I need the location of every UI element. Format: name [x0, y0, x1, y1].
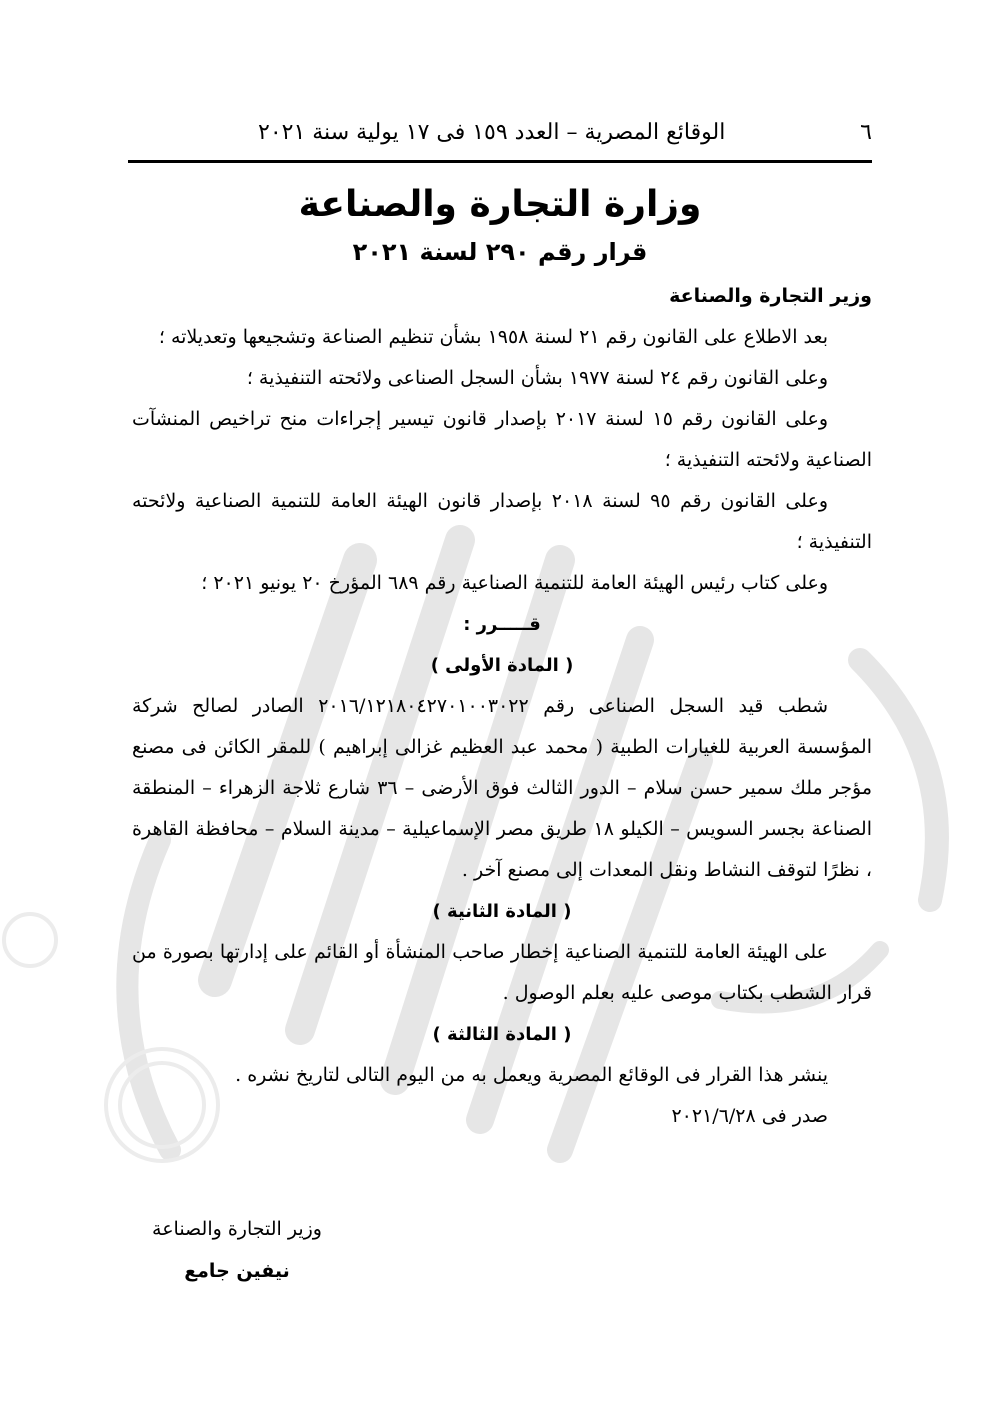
- preamble-item: بعد الاطلاع على القانون رقم ٢١ لسنة ١٩٥٨ بشأن تنظيم الصناعة وتشجيعها وتعديلاته ؛: [158, 326, 828, 348]
- preamble-item: وعلى كتاب رئيس الهيئة العامة للتنمية الصناعية رقم ٦٨٩ المؤرخ ٢٠ يونيو ٢٠٢١ ؛: [201, 572, 828, 594]
- signatory-name: نيفين جامع: [184, 1260, 290, 1282]
- article-text: شطب قيد السجل الصناعى رقم ٢٠١٦/١٢١٨٠٤٢٧٠١٠٠٣٠٢٢ الصادر لصالح شركة المؤسسة العربية للغيارات الطبية ( محمد عبد العظيم غزالى إبراهيم ) للمقر الكائن فى مصنع مؤجر ملك سمير حسن سلام – الدور الثالث فوق الأرضى – ٣٦ شارع ثلاجة الزهراء – المنطقة الصناعة بجسر السويس – الكيلو ١٨ طريق مصر الإسماعيلية – مدينة السلام – محافظة القاهرة ، نظرًا لتوقف النشاط ونقل المعدات إلى مصنع آخر .: [132, 695, 873, 881]
- page-header: [128, 116, 872, 150]
- signatory-title: وزير التجارة والصناعة: [152, 1218, 322, 1240]
- header-divider: [128, 160, 872, 163]
- preamble-item: وعلى القانون رقم ٩٥ لسنة ٢٠١٨ بإصدار قانون الهيئة العامة للتنمية الصناعية ولائحته التنفيذية ؛: [132, 490, 872, 553]
- page-number: ٦: [860, 120, 872, 145]
- preamble-item: وعلى القانون رقم ٢٤ لسنة ١٩٧٧ بشأن السجل الصناعى ولائحته التنفيذية ؛: [246, 367, 828, 389]
- decree-title: قرار رقم ٢٩٠ لسنة ٢٠٢١: [352, 238, 648, 266]
- article-heading: ( المادة الثانية ): [432, 901, 572, 922]
- gazette-issue-title: الوقائع المصرية – العدد ١٥٩ فى ١٧ يولية سنة ٢٠٢١: [258, 120, 726, 145]
- article-heading: ( المادة الأولى ): [430, 655, 574, 676]
- article-heading: ( المادة الثالثة ): [432, 1024, 572, 1045]
- issue-date: صدر فى ٢٠٢١/٦/٢٨: [671, 1105, 828, 1127]
- issuer-heading: وزير التجارة والصناعة: [669, 285, 872, 307]
- ministry-title: وزارة التجارة والصناعة: [298, 184, 702, 225]
- decided-label: قـــــرر :: [463, 614, 541, 635]
- article-text: ينشر هذا القرار فى الوقائع المصرية ويعمل به من اليوم التالى لتاريخ نشره .: [235, 1064, 828, 1086]
- decree-body: [132, 276, 872, 1137]
- article-text: على الهيئة العامة للتنمية الصناعية إخطار صاحب المنشأة أو القائم على إدارتها بصورة من قرار الشطب بكتاب موصى عليه بعلم الوصول .: [132, 941, 872, 1004]
- preamble-item: وعلى القانون رقم ١٥ لسنة ٢٠١٧ بإصدار قانون تيسير إجراءات منح تراخيص المنشآت الصناعية ولائحته التنفيذية ؛: [132, 408, 872, 471]
